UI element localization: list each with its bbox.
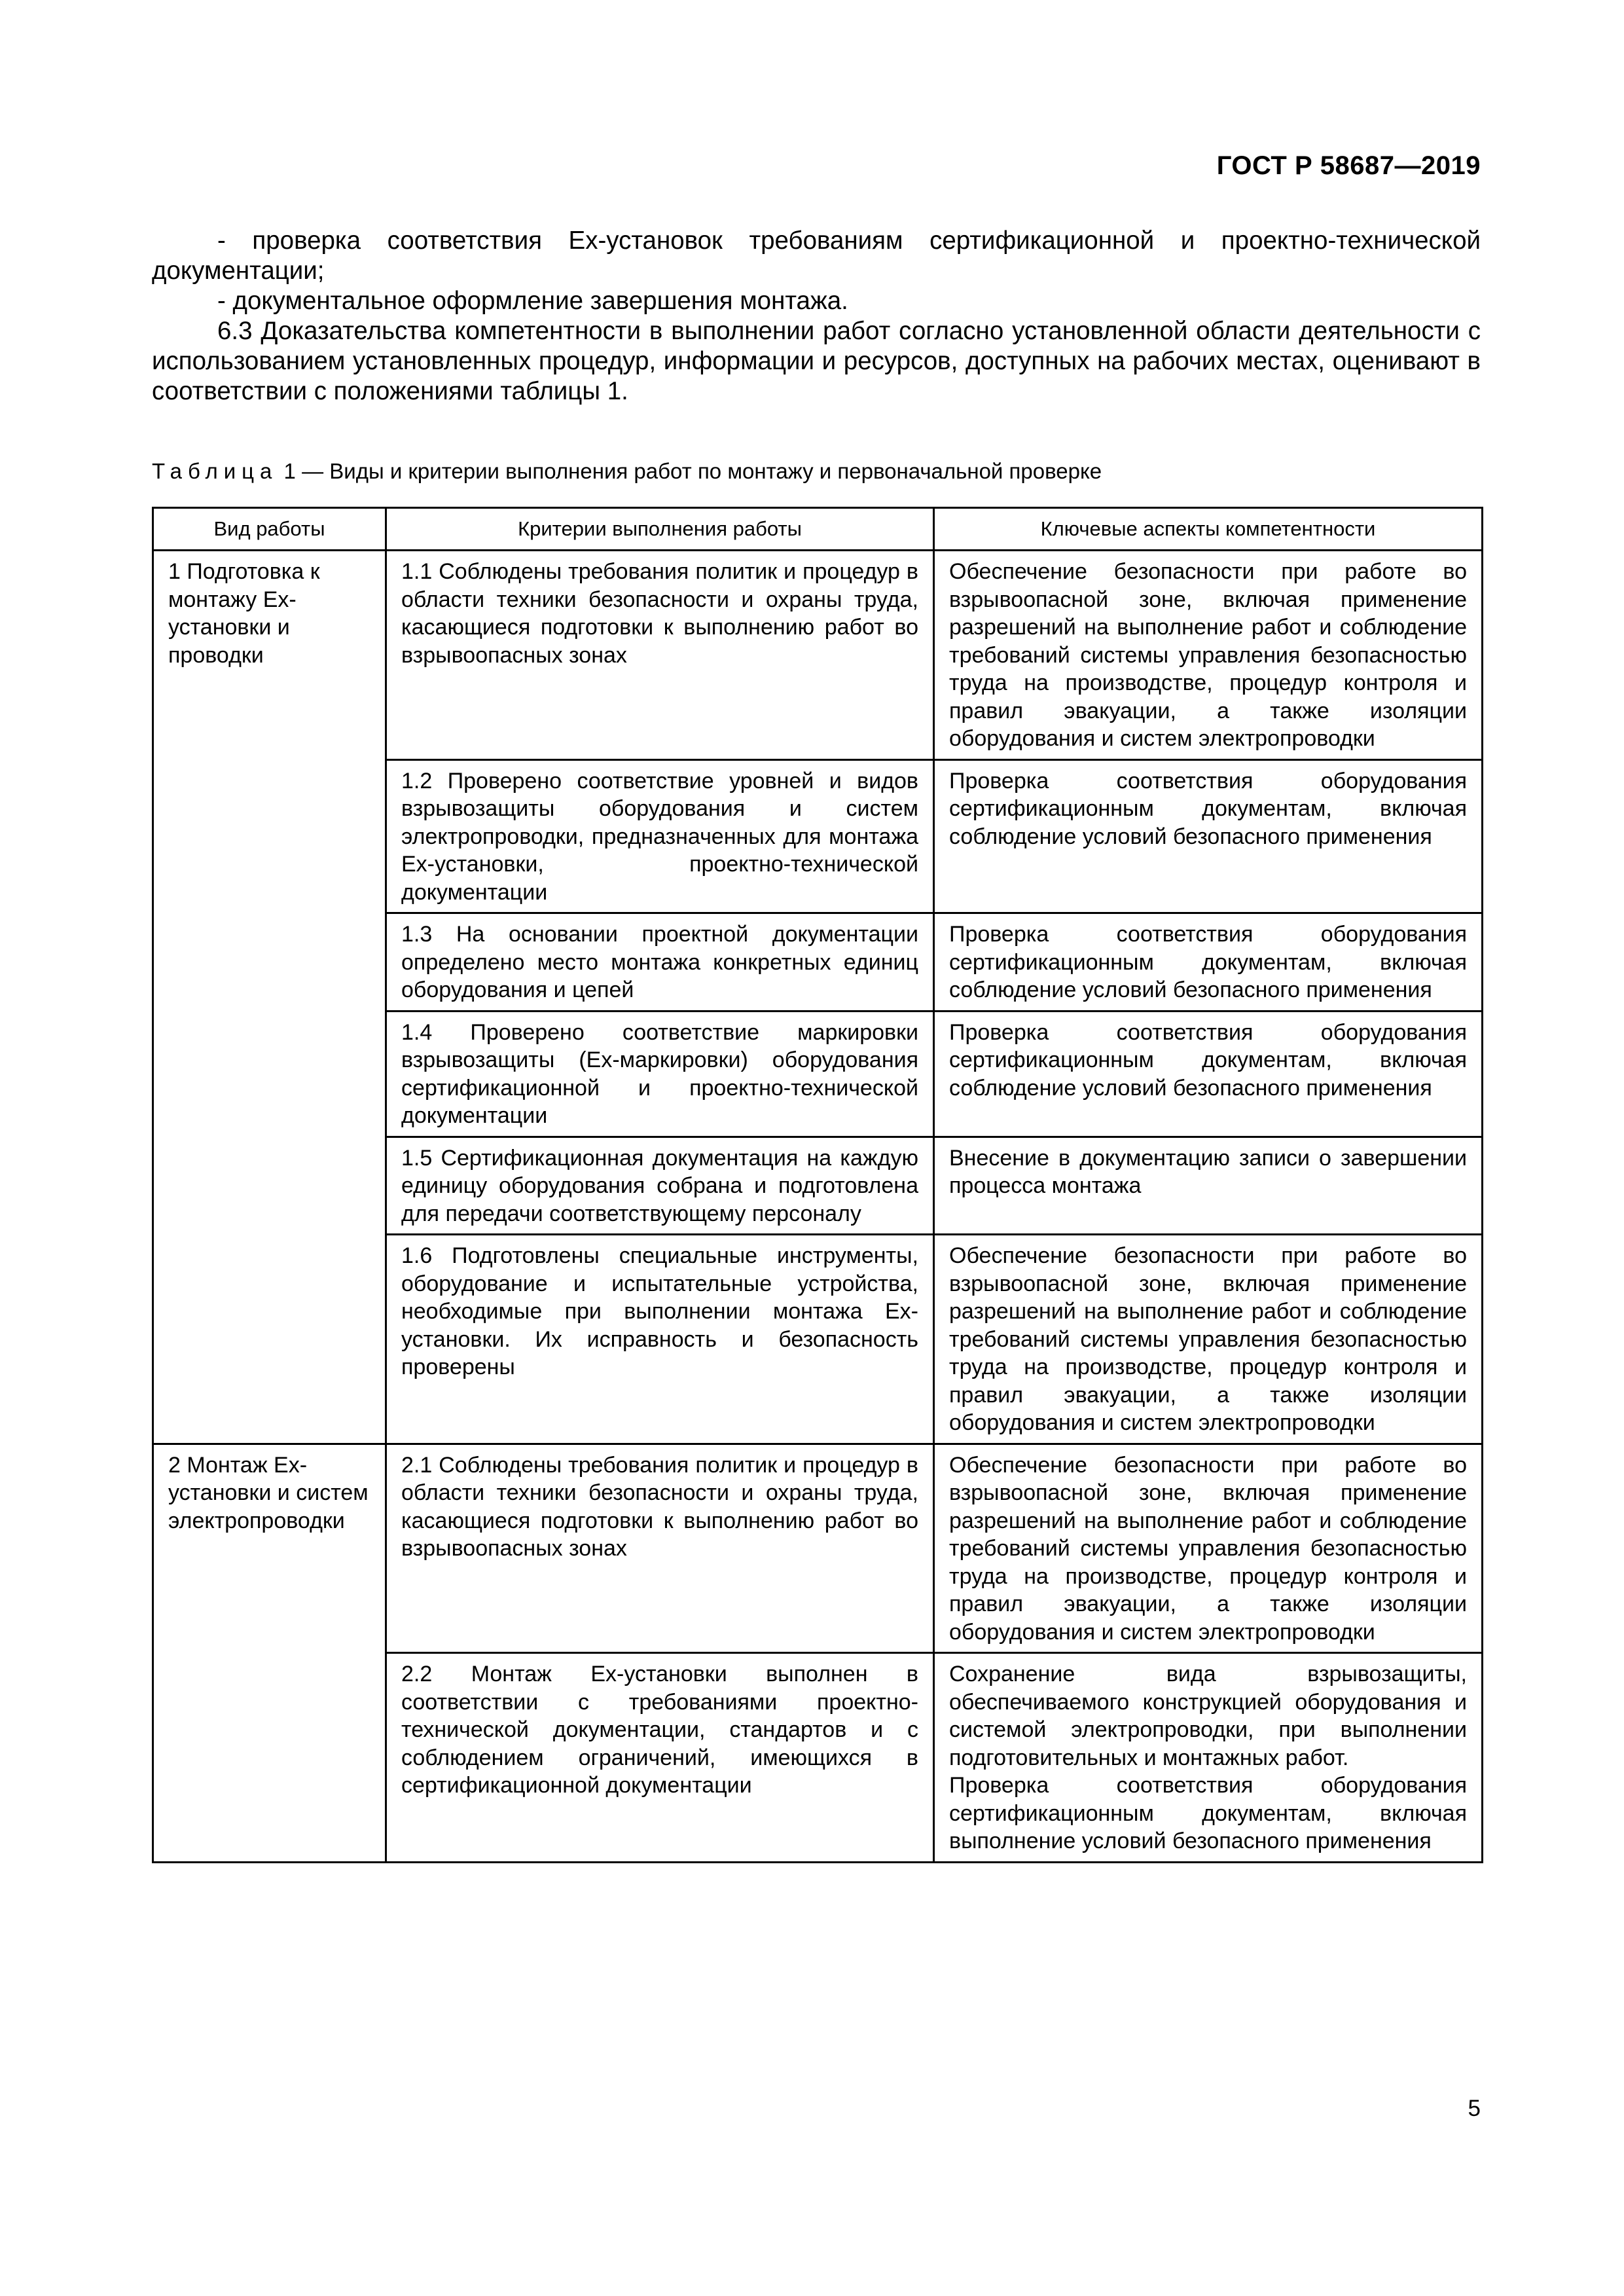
document-code: ГОСТ Р 58687—2019 xyxy=(1216,151,1481,180)
paragraph: - документальное оформление завершения монтажа. xyxy=(217,287,848,315)
criteria-table xyxy=(152,507,1483,1863)
body-text xyxy=(152,226,1481,407)
aspect-cell: Обеспечение безопасности при работе во взрывоопасной зоне, включая применение разрешений на выполнение работ и соблюдение требований системы управления безопасностью труда на производстве, процедур контроля и правил эвакуации, а также изоляции оборудования и систем электропроводки xyxy=(934,1235,1483,1444)
column-header: Вид работы xyxy=(153,508,386,551)
criterion-cell: 1.3 На основании проектной документации определено место монтажа конкретных единиц оборудования и цепей xyxy=(386,913,934,1011)
criterion-cell: 2.1 Соблюдены требования политик и процедур в области техники безопасности и охраны труда, касающиеся подготовки к выполнению работ во взрывоопасных зонах xyxy=(386,1444,934,1653)
aspect-text: Сохранение вида взрывозащиты, обеспечиваемого конструкцией оборудования и системой электропроводки, при выполнении подготовительных и монтажных работ. xyxy=(949,1662,1467,1770)
aspect-cell: Проверка соответствия оборудования сертификационным документам, включая соблюдение условий безопасного применения xyxy=(934,1011,1483,1137)
aspect-cell: Проверка соответствия оборудования сертификационным документам, включая соблюдение условий безопасного применения xyxy=(934,759,1483,913)
paragraph: - проверка соответствия Ех-установок требованиям сертификационной и проектно-технической документации; xyxy=(152,227,1481,285)
table-row xyxy=(153,1444,1483,1653)
page-number: 5 xyxy=(1468,2096,1481,2121)
criterion-cell: 1.5 Сертификационная документация на каждую единицу оборудования собрана и подготовлена для передачи соответствующему персоналу xyxy=(386,1137,934,1235)
paragraph: 6.3 Доказательства компетентности в выполнении работ согласно установленной области деятельности с использованием установленных процедур, информации и ресурсов, доступных на рабочих местах, оценивают в соответствии с положениями таблицы 1. xyxy=(152,317,1481,405)
criterion-cell: 2.2 Монтаж Ех-установки выполнен в соответствии с требованиями проектно-технической документации, стандартов и с соблюдением ограничений, имеющихся в сертификационной документации xyxy=(386,1653,934,1863)
aspect-cell: Обеспечение безопасности при работе во взрывоопасной зоне, включая применение разрешений на выполнение работ и соблюдение требований системы управления безопасностью труда на производстве, процедур контроля и правил эвакуации, а также изоляции оборудования и систем электропроводки xyxy=(934,551,1483,760)
aspect-cell: Внесение в документацию записи о завершении процесса монтажа xyxy=(934,1137,1483,1235)
work-kind-cell: 2 Монтаж Ех-установки и систем электропроводки xyxy=(153,1444,386,1862)
table-header-row xyxy=(153,508,1483,551)
criterion-cell: 1.6 Подготовлены специальные инструменты, оборудование и испытательные устройства, необходимые при выполнении монтажа Ех-установки. Их исправность и безопасность проверены xyxy=(386,1235,934,1444)
criterion-cell: 1.2 Проверено соответствие уровней и видов взрывозащиты оборудования и систем электропроводки, предназначенных для монтажа Ех-установки, проектно-технической документации xyxy=(386,759,934,913)
aspect-cell xyxy=(934,1653,1483,1863)
aspect-cell: Проверка соответствия оборудования сертификационным документам, включая соблюдение условий безопасного применения xyxy=(934,913,1483,1011)
column-header: Ключевые аспекты компетентности xyxy=(934,508,1483,551)
aspect-text: Проверка соответствия оборудования сертификационным документам, включая выполнение условий безопасного применения xyxy=(949,1773,1467,1853)
criterion-cell: 1.1 Соблюдены требования политик и процедур в области техники безопасности и охраны труда, касающиеся подготовки к выполнению работ во взрывоопасных зонах xyxy=(386,551,934,760)
aspect-cell: Обеспечение безопасности при работе во взрывоопасной зоне, включая применение разрешений на выполнение работ и соблюдение требований системы управления безопасностью труда на производстве, процедур контроля и правил эвакуации, а также изоляции оборудования и систем электропроводки xyxy=(934,1444,1483,1653)
criterion-cell: 1.4 Проверено соответствие маркировки взрывозащиты (Ех-маркировки) оборудования сертификационной и проектно-технической документации xyxy=(386,1011,934,1137)
table-row xyxy=(153,551,1483,760)
table-caption xyxy=(152,459,1102,484)
table-caption-label: Таблица xyxy=(152,459,278,483)
table-caption-text: 1 — Виды и критерии выполнения работ по монтажу и первоначальной проверке xyxy=(278,459,1102,483)
work-kind-cell: 1 Подготовка к монтажу Ех-установки и проводки xyxy=(153,551,386,1444)
column-header: Критерии выполнения работы xyxy=(386,508,934,551)
